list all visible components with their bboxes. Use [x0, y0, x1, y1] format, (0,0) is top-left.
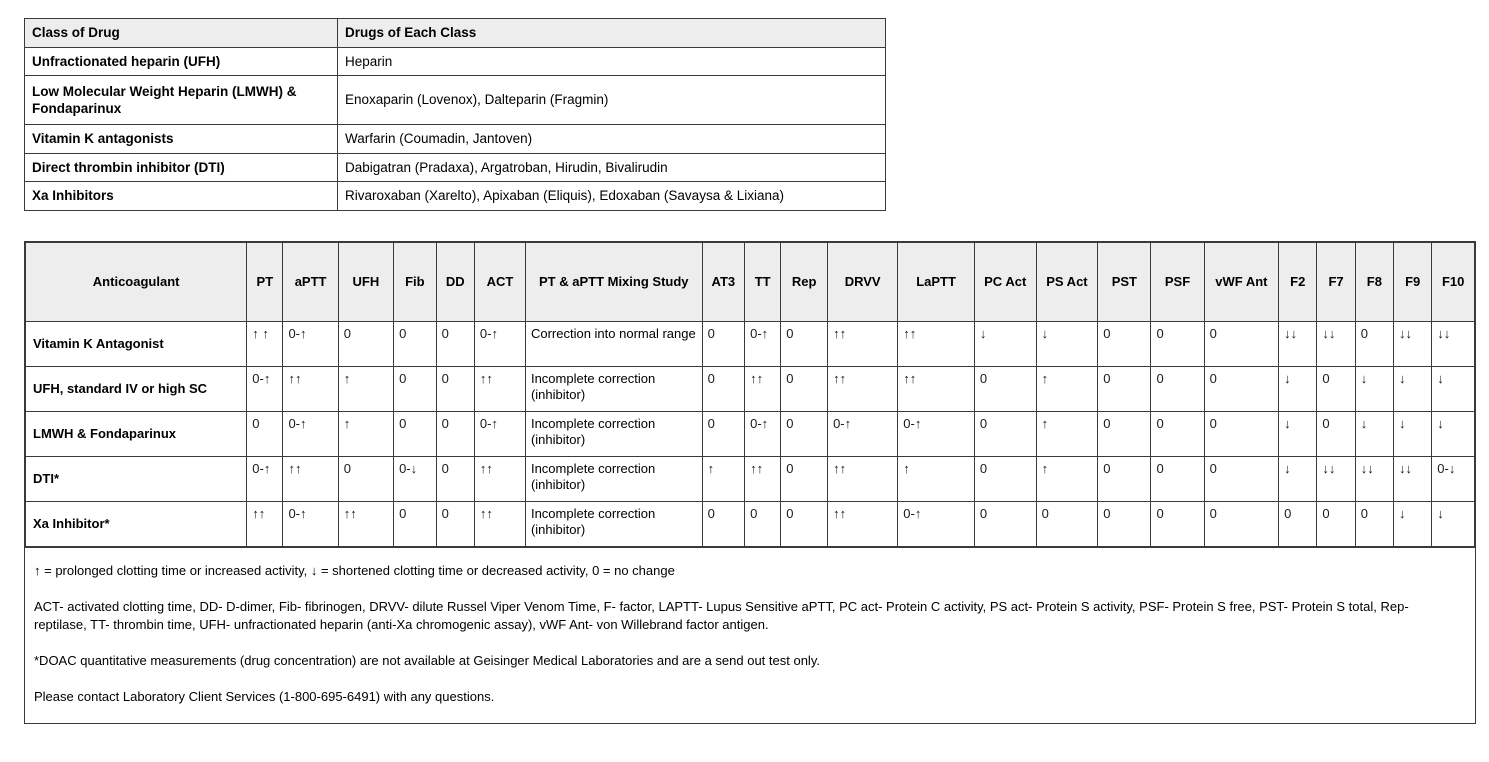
table-row [26, 501, 1475, 546]
cell-act: ↑↑ [474, 366, 525, 411]
cell-pc-act: 0 [974, 456, 1036, 501]
cell-mixing-study: Incomplete correction (inhibitor) [525, 411, 702, 456]
cell-drvv: ↑↑ [828, 366, 898, 411]
cell-fib: 0 [394, 501, 437, 546]
column-header-drvv: DRVV [828, 242, 898, 321]
footnote-legend: ↑ = prolonged clotting time or increased activity, ↓ = shortened clotting time or decreased activity, 0 = no change [34, 562, 675, 578]
cell-f7: 0 [1317, 501, 1355, 546]
column-header-tt: TT [745, 242, 781, 321]
cell-at3: 0 [702, 321, 745, 366]
cell-f2: ↓ [1279, 366, 1317, 411]
cell-mixing-study: Correction into normal range [525, 321, 702, 366]
column-header-f9: F9 [1394, 242, 1432, 321]
cell-act: 0-↑ [474, 321, 525, 366]
table-row [26, 366, 1475, 411]
cell-tt: 0 [745, 501, 781, 546]
cell-vwf-ant: 0 [1204, 501, 1278, 546]
row-label-anticoagulant: UFH, standard IV or high SC [26, 366, 247, 411]
cell-pc-act: 0 [974, 501, 1036, 546]
cell-vwf-ant: 0 [1204, 456, 1278, 501]
cell-pt: ↑ ↑ [247, 321, 283, 366]
cell-fib: 0 [394, 366, 437, 411]
cell-f10: 0-↓ [1432, 456, 1475, 501]
cell-psf: 0 [1151, 366, 1204, 411]
cell-dd: 0 [436, 366, 474, 411]
cell-dd: 0 [436, 411, 474, 456]
cell-aptt: 0-↑ [283, 501, 338, 546]
cell-f9: ↓↓ [1394, 321, 1432, 366]
table-header-row [26, 242, 1475, 321]
cell-act: ↑↑ [474, 501, 525, 546]
cell-f9: ↓ [1394, 411, 1432, 456]
cell-mixing-study: Incomplete correction (inhibitor) [525, 456, 702, 501]
cell-f7: ↓↓ [1317, 321, 1355, 366]
cell-pc-act: 0 [974, 411, 1036, 456]
cell-pst: 0 [1098, 366, 1151, 411]
column-header-aptt: aPTT [283, 242, 338, 321]
cell-ufh: 0 [338, 456, 393, 501]
cell-pt: ↑↑ [247, 501, 283, 546]
row-label-anticoagulant: DTI* [26, 456, 247, 501]
cell-rep: 0 [781, 456, 828, 501]
table-header-row [25, 19, 886, 48]
cell-f7: 0 [1317, 366, 1355, 411]
cell-aptt: 0-↑ [283, 411, 338, 456]
cell-psf: 0 [1151, 411, 1204, 456]
column-header-act: ACT [474, 242, 525, 321]
cell-rep: 0 [781, 501, 828, 546]
cell-f2: ↓ [1279, 456, 1317, 501]
column-header-f8: F8 [1355, 242, 1393, 321]
table-row [26, 411, 1475, 456]
cell-pt: 0-↑ [247, 366, 283, 411]
cell-pt: 0 [247, 411, 283, 456]
anticoagulant-effects-table [25, 242, 1475, 547]
cell-rep: 0 [781, 366, 828, 411]
cell-f9: ↓↓ [1394, 456, 1432, 501]
anticoagulant-effects-panel [24, 241, 1476, 724]
drug-class-table [24, 18, 886, 211]
table-row [25, 125, 886, 154]
cell-ufh: 0 [338, 321, 393, 366]
drug-class-members: Enoxaparin (Lovenox), Dalteparin (Fragmin) [338, 76, 886, 125]
drug-class-members: Heparin [338, 47, 886, 76]
cell-fib: 0-↓ [394, 456, 437, 501]
cell-mixing-study: Incomplete correction (inhibitor) [525, 366, 702, 411]
cell-vwf-ant: 0 [1204, 411, 1278, 456]
column-header-pt: PT [247, 242, 283, 321]
cell-pst: 0 [1098, 501, 1151, 546]
drug-class-name: Vitamin K antagonists [25, 125, 338, 154]
cell-psf: 0 [1151, 501, 1204, 546]
cell-f9: ↓ [1394, 366, 1432, 411]
cell-dd: 0 [436, 456, 474, 501]
drug-class-name: Direct thrombin inhibitor (DTI) [25, 153, 338, 182]
cell-mixing-study: Incomplete correction (inhibitor) [525, 501, 702, 546]
cell-f7: ↓↓ [1317, 456, 1355, 501]
cell-pc-act: 0 [974, 366, 1036, 411]
cell-at3: 0 [702, 411, 745, 456]
column-header-pst: PST [1098, 242, 1151, 321]
cell-f8: 0 [1355, 321, 1393, 366]
cell-tt: ↑↑ [745, 456, 781, 501]
cell-f10: ↓↓ [1432, 321, 1475, 366]
cell-vwf-ant: 0 [1204, 321, 1278, 366]
cell-ps-act: 0 [1036, 501, 1098, 546]
footnote-contact: Please contact Laboratory Client Services (1-800-695-6491) with any questions. [34, 689, 495, 705]
column-header-f2: F2 [1279, 242, 1317, 321]
table-row [26, 321, 1475, 366]
cell-laptt: ↑ [898, 456, 975, 501]
cell-pc-act: ↓ [974, 321, 1036, 366]
cell-fib: 0 [394, 411, 437, 456]
cell-psf: 0 [1151, 321, 1204, 366]
cell-f8: ↓ [1355, 411, 1393, 456]
cell-vwf-ant: 0 [1204, 366, 1278, 411]
cell-f2: 0 [1279, 501, 1317, 546]
cell-f8: ↓↓ [1355, 456, 1393, 501]
cell-tt: 0-↑ [745, 411, 781, 456]
cell-laptt: ↑↑ [898, 321, 975, 366]
drug-class-name: Unfractionated heparin (UFH) [25, 47, 338, 76]
cell-act: 0-↑ [474, 411, 525, 456]
cell-dd: 0 [436, 321, 474, 366]
column-header-psf: PSF [1151, 242, 1204, 321]
drug-class-members: Rivaroxaban (Xarelto), Apixaban (Eliquis), Edoxaban (Savaysa & Lixiana) [338, 182, 886, 211]
cell-f10: ↓ [1432, 366, 1475, 411]
drug-class-name: Xa Inhibitors [25, 182, 338, 211]
cell-f2: ↓↓ [1279, 321, 1317, 366]
table-footnotes [25, 547, 1475, 723]
cell-f2: ↓ [1279, 411, 1317, 456]
table-row [25, 76, 886, 125]
drug-class-name: Low Molecular Weight Heparin (LMWH) & Fondaparinux [25, 76, 338, 125]
column-header-rep: Rep [781, 242, 828, 321]
table-row [25, 182, 886, 211]
cell-laptt: 0-↑ [898, 411, 975, 456]
cell-at3: 0 [702, 366, 745, 411]
cell-ufh: ↑ [338, 411, 393, 456]
cell-ps-act: ↑ [1036, 366, 1098, 411]
column-header-fib: Fib [394, 242, 437, 321]
cell-act: ↑↑ [474, 456, 525, 501]
row-label-anticoagulant: LMWH & Fondaparinux [26, 411, 247, 456]
column-header-ps-act: PS Act [1036, 242, 1098, 321]
cell-aptt: 0-↑ [283, 321, 338, 366]
cell-drvv: ↑↑ [828, 501, 898, 546]
cell-f9: ↓ [1394, 501, 1432, 546]
column-header-laptt: LaPTT [898, 242, 975, 321]
cell-drvv: 0-↑ [828, 411, 898, 456]
column-header-drugs-of-each-class: Drugs of Each Class [338, 19, 886, 48]
cell-ufh: ↑ [338, 366, 393, 411]
column-header-mixing-study: PT & aPTT Mixing Study [525, 242, 702, 321]
drug-class-members: Dabigatran (Pradaxa), Argatroban, Hirudin, Bivalirudin [338, 153, 886, 182]
cell-ps-act: ↑ [1036, 456, 1098, 501]
column-header-anticoagulant: Anticoagulant [26, 242, 247, 321]
cell-pst: 0 [1098, 456, 1151, 501]
cell-ps-act: ↑ [1036, 411, 1098, 456]
table-row [25, 47, 886, 76]
row-label-anticoagulant: Xa Inhibitor* [26, 501, 247, 546]
cell-tt: ↑↑ [745, 366, 781, 411]
column-header-f10: F10 [1432, 242, 1475, 321]
table-row [25, 153, 886, 182]
cell-drvv: ↑↑ [828, 321, 898, 366]
cell-at3: 0 [702, 501, 745, 546]
column-header-ufh: UFH [338, 242, 393, 321]
cell-ps-act: ↓ [1036, 321, 1098, 366]
column-header-pc-act: PC Act [974, 242, 1036, 321]
cell-laptt: 0-↑ [898, 501, 975, 546]
column-header-dd: DD [436, 242, 474, 321]
cell-aptt: ↑↑ [283, 366, 338, 411]
cell-dd: 0 [436, 501, 474, 546]
cell-drvv: ↑↑ [828, 456, 898, 501]
cell-f8: 0 [1355, 501, 1393, 546]
cell-rep: 0 [781, 411, 828, 456]
cell-ufh: ↑↑ [338, 501, 393, 546]
cell-fib: 0 [394, 321, 437, 366]
cell-pt: 0-↑ [247, 456, 283, 501]
cell-pst: 0 [1098, 321, 1151, 366]
drug-class-members: Warfarin (Coumadin, Jantoven) [338, 125, 886, 154]
cell-tt: 0-↑ [745, 321, 781, 366]
cell-f10: ↓ [1432, 501, 1475, 546]
cell-f10: ↓ [1432, 411, 1475, 456]
cell-psf: 0 [1151, 456, 1204, 501]
cell-rep: 0 [781, 321, 828, 366]
footnote-doac-note: *DOAC quantitative measurements (drug concentration) are not available at Geisinger Medical Laboratories and are a send out test only. [34, 653, 820, 669]
cell-pst: 0 [1098, 411, 1151, 456]
footnote-abbreviations: ACT- activated clotting time, DD- D-dimer, Fib- fibrinogen, DRVV- dilute Russel Viper Venom Time, F- factor, LAPTT- Lupus Sensitive aPTT, PC act- Protein C activity, PS act- Protein S activity, PSF- Protein S free, PST- Protein S total, Rep- reptilase, TT- thrombin time, UFH- unfractionated heparin (anti-Xa chromogenic assay), vWF Ant- von Willebrand factor antigen. [34, 598, 1409, 633]
column-header-f7: F7 [1317, 242, 1355, 321]
column-header-at3: AT3 [702, 242, 745, 321]
cell-f7: 0 [1317, 411, 1355, 456]
column-header-vwf-ant: vWF Ant [1204, 242, 1278, 321]
cell-aptt: ↑↑ [283, 456, 338, 501]
row-label-anticoagulant: Vitamin K Antagonist [26, 321, 247, 366]
cell-f8: ↓ [1355, 366, 1393, 411]
table-row [26, 456, 1475, 501]
column-header-class-of-drug: Class of Drug [25, 19, 338, 48]
cell-at3: ↑ [702, 456, 745, 501]
cell-laptt: ↑↑ [898, 366, 975, 411]
